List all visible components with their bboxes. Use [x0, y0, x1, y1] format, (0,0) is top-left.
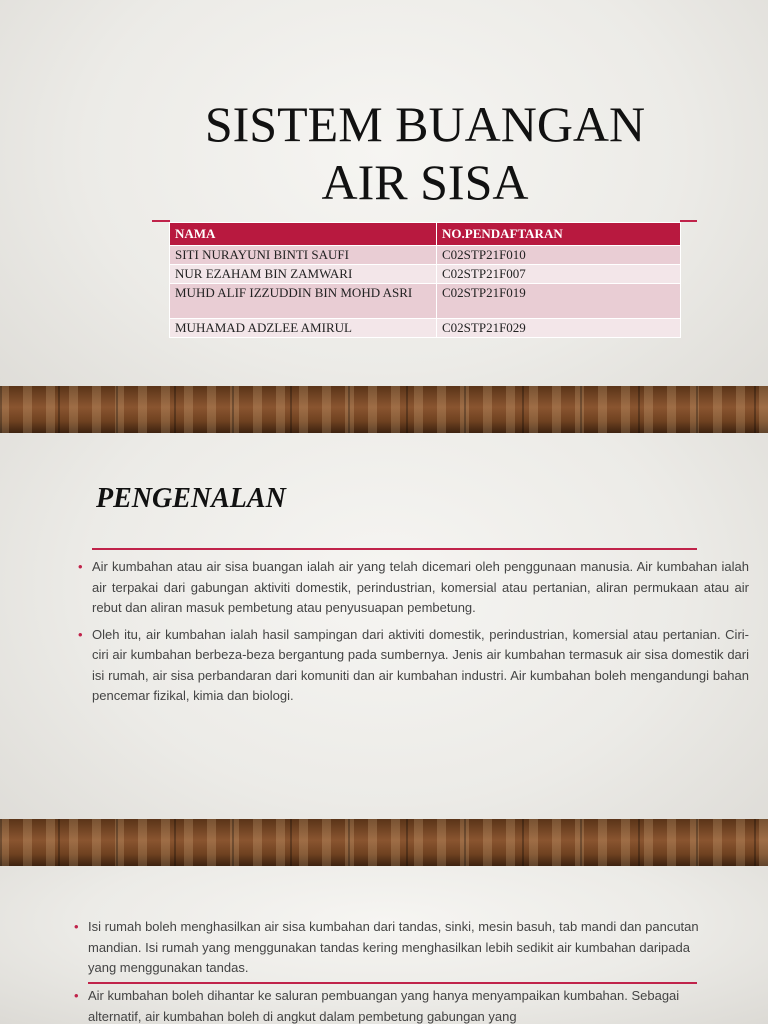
cell-reg-no: C02STP21F029	[437, 319, 681, 338]
content-rule	[88, 982, 697, 984]
intro-slide	[0, 433, 768, 866]
title-slide	[0, 0, 768, 433]
bullet-icon: •	[74, 919, 79, 934]
slide-title	[150, 95, 700, 211]
table-row	[170, 319, 681, 338]
cell-name: NUR EZAHAM BIN ZAMWARI	[170, 265, 437, 284]
bullet-text: Air kumbahan boleh dihantar ke saluran pembuangan yang hanya menyampaikan kumbahan. Sebagai alternatif, air kumbahan boleh di angkut dalam pembetung gabungan yang	[88, 988, 680, 1024]
content-bullet-list-2	[74, 986, 710, 1024]
cell-name: MUHD ALIF IZZUDDIN BIN MOHD ASRI	[170, 284, 437, 319]
wood-floor-decoration	[0, 386, 768, 433]
title-line-2: AIR SISA	[321, 154, 529, 210]
cell-reg-no: C02STP21F007	[437, 265, 681, 284]
content-bullet-list	[74, 917, 710, 985]
header-no-pendaftaran: NO.PENDAFTARAN	[437, 223, 681, 246]
cell-reg-no: C02STP21F019	[437, 284, 681, 319]
members-table	[169, 222, 681, 338]
intro-bullet-list	[78, 557, 749, 713]
title-rule-left	[152, 220, 170, 222]
table-row	[170, 265, 681, 284]
title-line-1: SISTEM BUANGAN	[204, 96, 646, 152]
title-rule-right	[680, 220, 697, 222]
table-header-row	[170, 223, 681, 246]
wood-floor-decoration	[0, 819, 768, 866]
bullet-text: Oleh itu, air kumbahan ialah hasil sampingan dari aktiviti domestik, perindustrian, komersial atau pertanian. Ciri-ciri air kumbahan berbeza-beza bergantung pada sumbernya. Jenis air kumbahan termasuk air sisa domestik dari isi rumah, air sisa perbandaran dari komuniti dan air kumbahan industri. Air kumbahan boleh mengandungi bahan pencemar fizikal, kimia dan biologi.	[92, 626, 749, 703]
cell-name: MUHAMAD ADZLEE AMIRUL	[170, 319, 437, 338]
table-row	[170, 284, 681, 319]
section-heading: PENGENALAN	[96, 483, 286, 514]
content-slide	[0, 866, 768, 1024]
list-item	[78, 625, 749, 707]
cell-name: SITI NURAYUNI BINTI SAUFI	[170, 246, 437, 265]
bullet-icon: •	[78, 559, 83, 574]
table-row	[170, 246, 681, 265]
list-item	[78, 557, 749, 619]
list-item	[74, 986, 710, 1024]
bullet-icon: •	[78, 626, 83, 642]
header-nama: NAMA	[170, 223, 437, 246]
cell-reg-no: C02STP21F010	[437, 246, 681, 265]
list-item	[74, 917, 710, 979]
bullet-text: Isi rumah boleh menghasilkan air sisa kumbahan dari tandas, sinki, mesin basuh, tab mandi dan pancutan mandian. Isi rumah yang menggunakan tandas kering menghasilkan lebih sedikit air kumbahan daripada yang menggunakan tandas.	[88, 919, 699, 975]
heading-rule	[92, 548, 697, 550]
bullet-text: Air kumbahan atau air sisa buangan ialah air yang telah dicemari oleh penggunaan manusia. Air kumbahan ialah air terpakai dari gabungan aktiviti domestik, perindustrian, komersial atau pertanian, aliran permukaan atau air rebut dan aliran masuk pembetung atau penyusuapan pembetung.	[92, 559, 749, 615]
bullet-icon: •	[74, 988, 79, 1003]
